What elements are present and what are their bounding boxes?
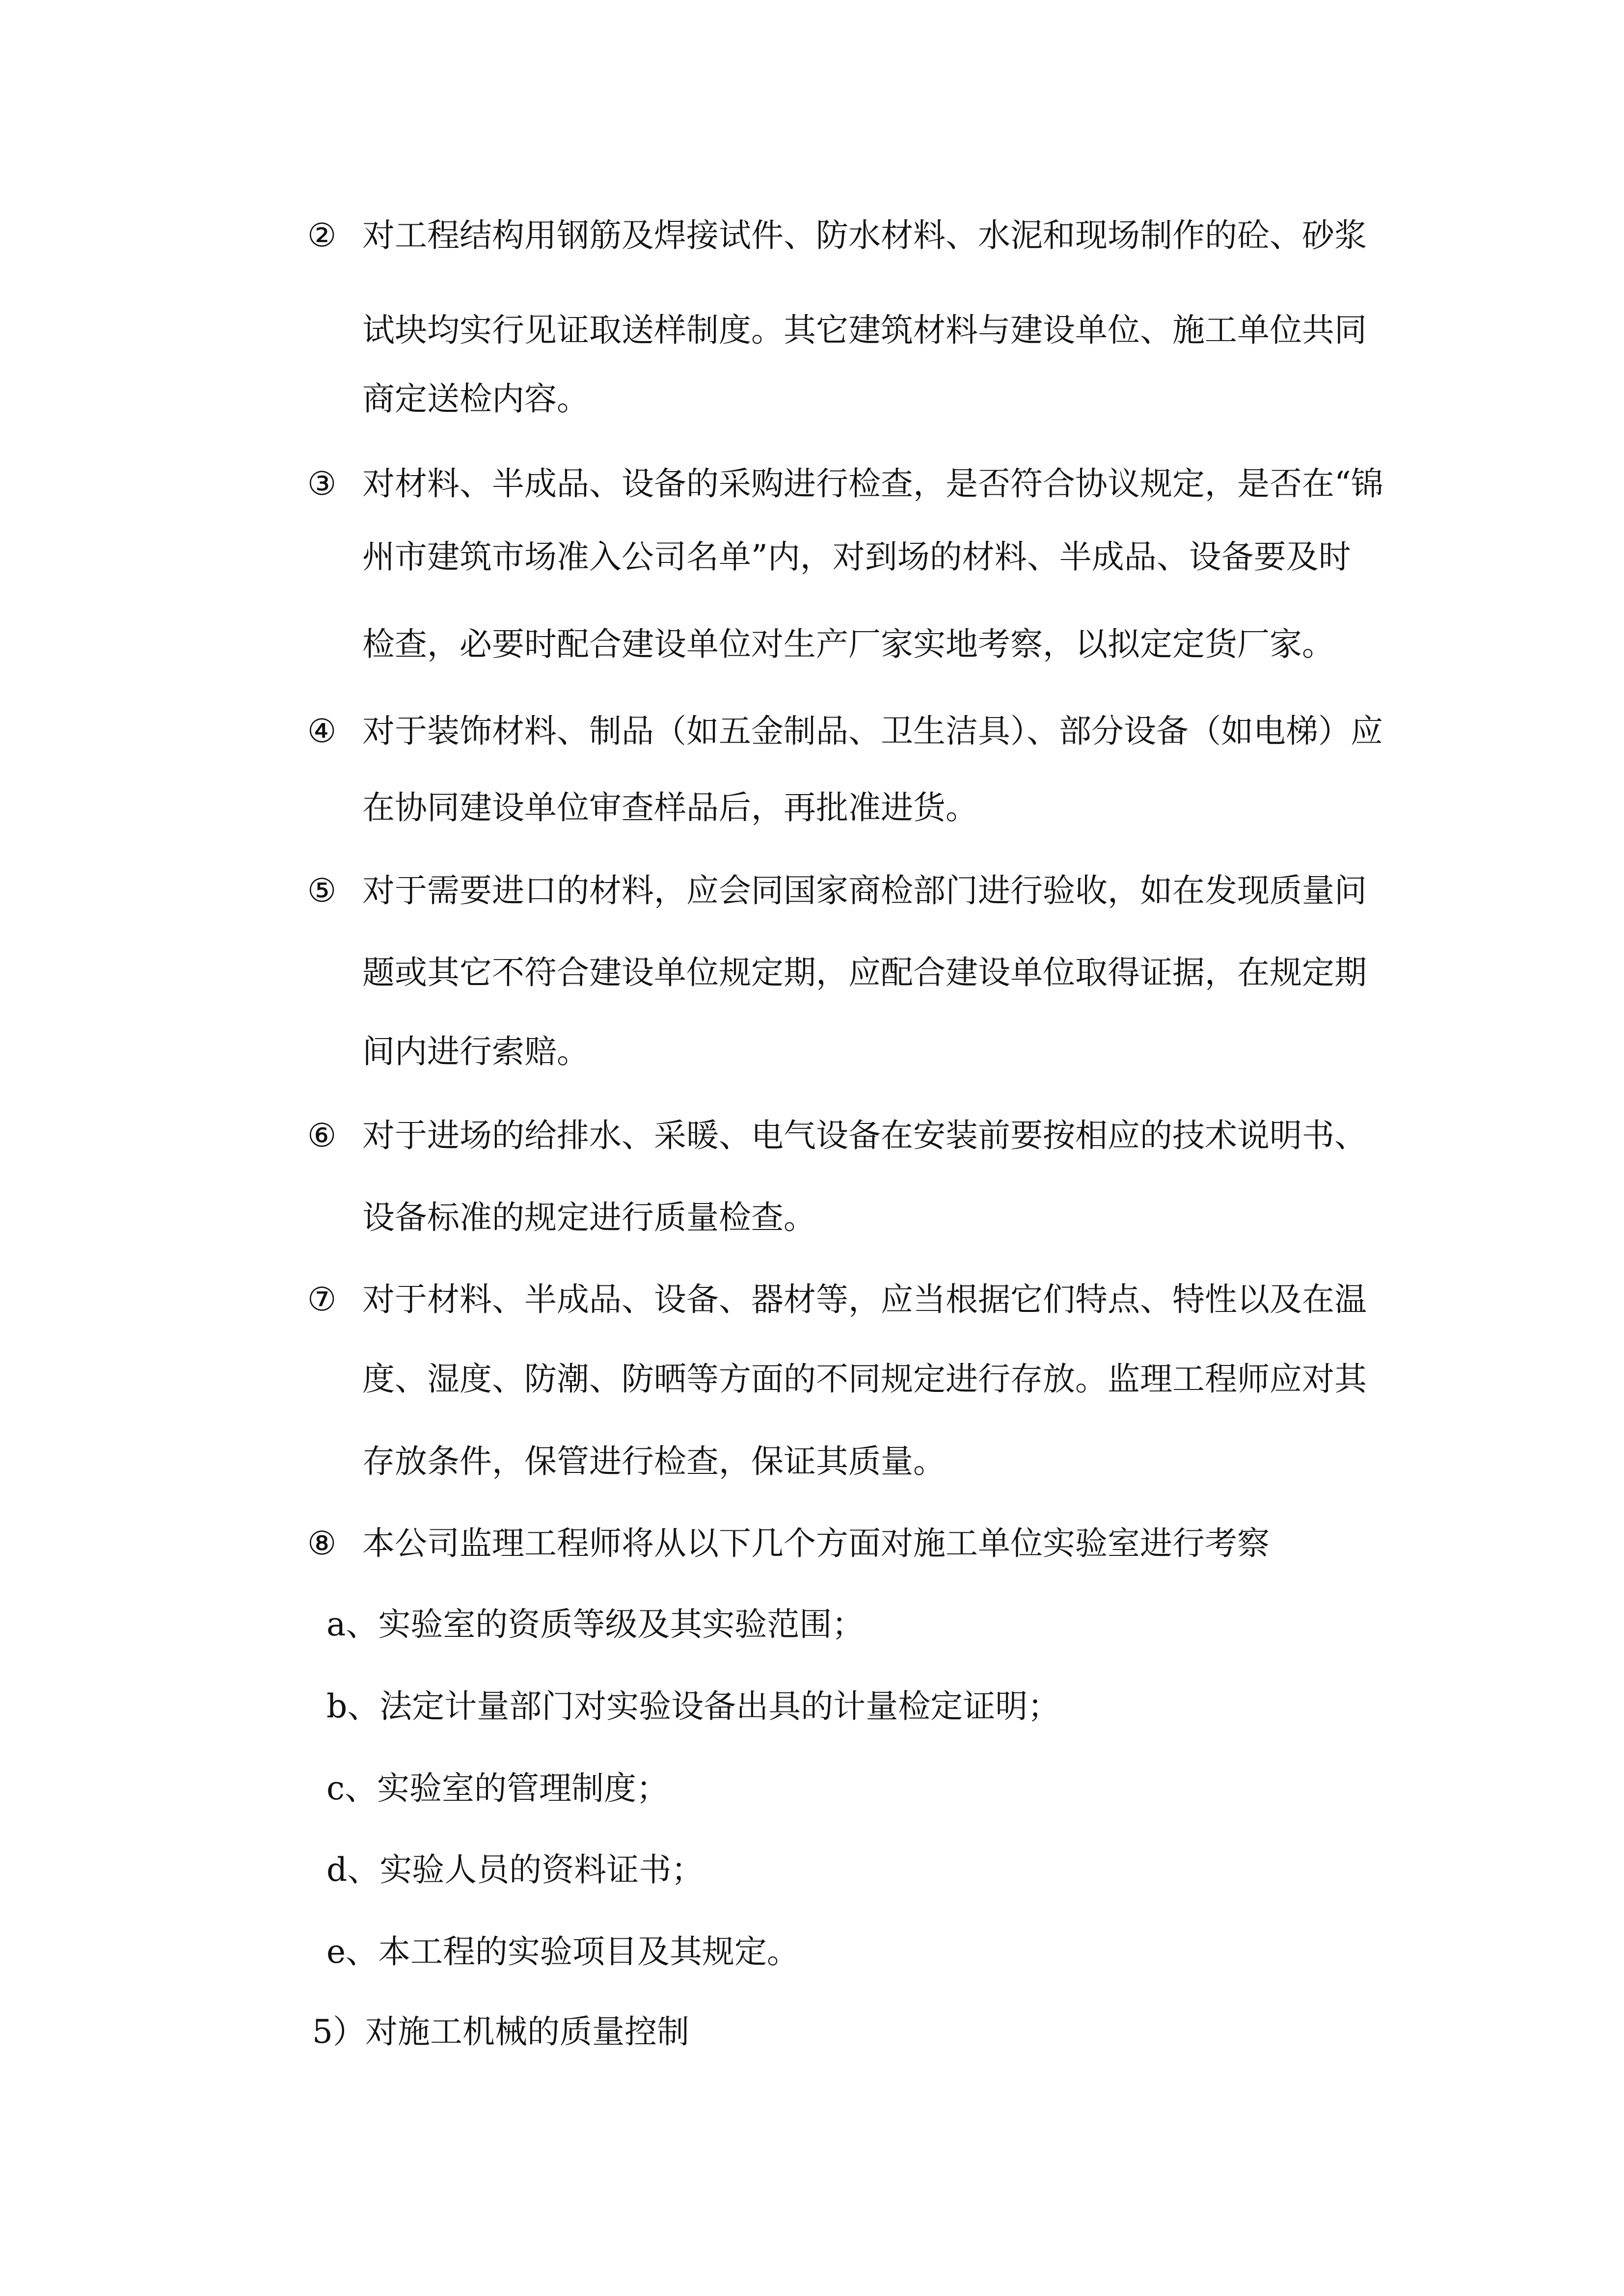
item-text-line: 题或其它不符合建设单位规定期，应配合建设单位取得证据，在规定期: [362, 954, 1367, 991]
item-text-line: 对于装饰材料、制品（如五金制品、卫生洁具）、部分设备（如电梯）应: [362, 712, 1383, 750]
item-marker: ③: [307, 465, 337, 503]
item-text-line: 间内进行索赔。: [362, 1033, 589, 1070]
item-marker: ⑤: [307, 872, 337, 909]
item-text-line: 检查，必要时配合建设单位对生产厂家实地考察，以拟定定货厂家。: [362, 625, 1334, 663]
sub-list-item: e、本工程的实验项目及其规定。: [326, 1933, 800, 1971]
item-marker: ⑧: [307, 1524, 337, 1562]
section-heading: 5）对施工机械的质量控制: [312, 2013, 689, 2051]
item-text-line: 本公司监理工程师将从以下几个方面对施工单位实验室进行考察: [362, 1524, 1270, 1562]
item-marker: ⑦: [307, 1281, 337, 1318]
item-text-line: 存放条件，保管进行检查，保证其质量。: [362, 1442, 946, 1480]
item-text-line: 试块均实行见证取送样制度。其它建筑材料与建设单位、施工单位共同: [362, 311, 1367, 349]
sub-list-item: b、法定计量部门对实验设备出具的计量检定证明；: [326, 1687, 1060, 1725]
item-text-line: 对于需要进口的材料，应会同国家商检部门进行验收，如在发现质量问: [362, 872, 1367, 909]
item-text-line: 对材料、半成品、设备的采购进行检查，是否符合协议规定，是否在“锦: [362, 465, 1383, 503]
sub-list-item: d、实验人员的资料证书；: [326, 1851, 704, 1889]
sub-list-item: a、实验室的资质等级及其实验范围；: [326, 1605, 865, 1643]
item-marker: ④: [307, 712, 337, 750]
item-marker: ⑥: [307, 1117, 337, 1154]
item-text-line: 对于材料、半成品、设备、器材等，应当根据它们特点、特性以及在温: [362, 1281, 1367, 1318]
sub-list-item: c、实验室的管理制度；: [326, 1769, 669, 1807]
item-text-line: 对工程结构用钢筋及焊接试件、防水材料、水泥和现场制作的砼、砂浆: [362, 216, 1367, 254]
item-text-line: 商定送检内容。: [362, 380, 589, 418]
item-text-line: 在协同建设单位审查样品后，再批准进货。: [362, 789, 978, 827]
item-text-line: 州市建筑市场准入公司名单”内，对到场的材料、半成品、设备要及时: [362, 538, 1351, 576]
item-text-line: 对于进场的给排水、采暖、电气设备在安装前要按相应的技术说明书、: [362, 1117, 1367, 1154]
item-text-line: 度、湿度、防潮、防晒等方面的不同规定进行存放。监理工程师应对其: [362, 1360, 1367, 1398]
item-marker: ②: [307, 216, 337, 254]
item-text-line: 设备标准的规定进行质量检查。: [362, 1199, 816, 1236]
